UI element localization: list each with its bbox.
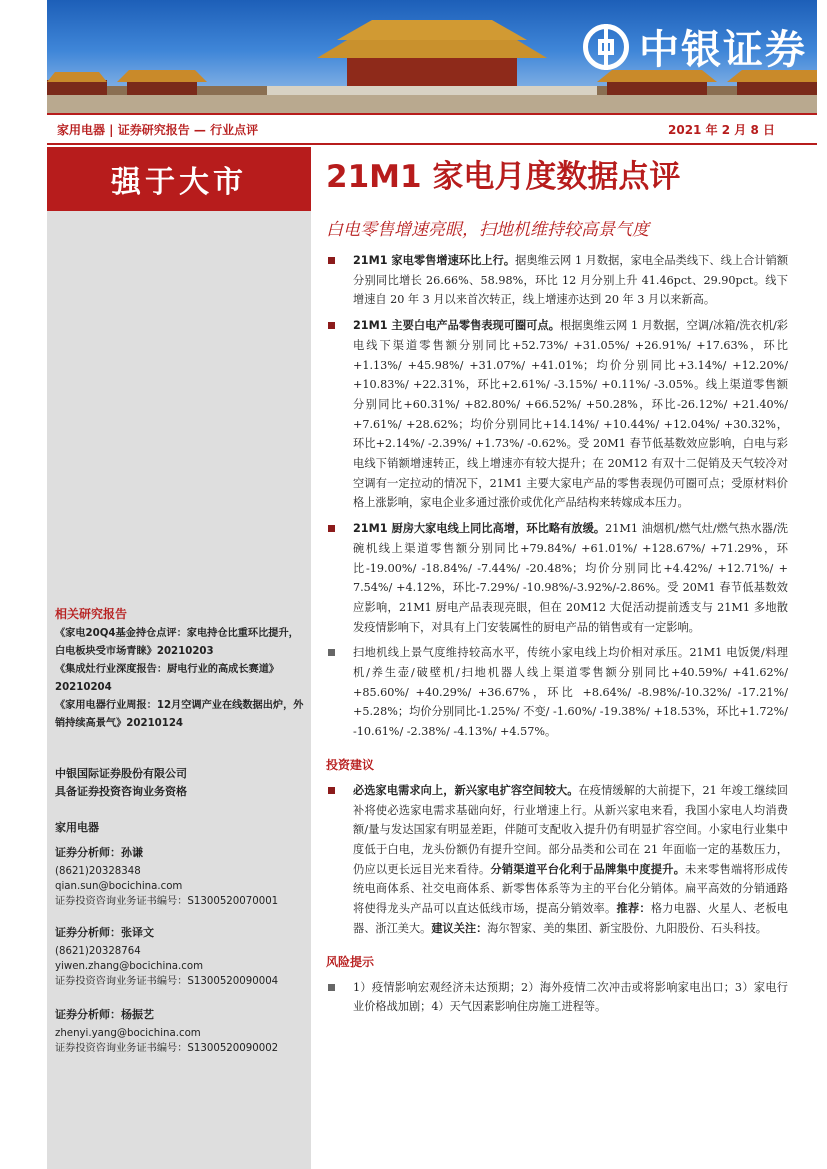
related-reports-title: 相关研究报告 [55,607,128,621]
company-info [55,765,187,801]
summary-bullets [326,251,788,1017]
analyst-license: 证券投资咨询业务证书编号：S1300520090004 [55,976,279,987]
investment-bullet [326,781,788,939]
analyst-email[interactable]: zhenyi.yang@bocichina.com [55,1028,201,1039]
bullet-text: 根据奥维云网 1 月数据，空调/冰箱/洗衣机/彩电线下渠道零售额分别同比+52.73%/ +31.05%/ +26.91%/ +17.63%，环比+1.13%/ +45.98%/ +31.07%/ +41.01%；均价分别同比+3.14%/ +12.20%/ +10.83%/ +22.31%，环比+2.61%/ -3.15%/ +0.11%/ -3.05%。线上渠道零售额分别同比+60.31%/ +82.80%/ +66.52%/ +50.28%，环比-26.12%/ +21.40%/ +7.61%/ +28.62%；均价分别同比+14.14%/ +10.44%/ +12.04%/ +30.32%，环比+2.14%/ -2.39%/ +1.73%/ -0.62%。受 20M1 春节低基数效应影响，白电与彩电线下销额增速转正，线上增速亦有较大提升；在 20M12 有双十二促销及天气较冷对空调有一定拉动的情况下，21M1 主要大家电产品的零售表现仍可圈可点；受原材料价格上涨影响，家电企业多通过涨价或优化产品结构来转嫁成本压力。 [353,319,788,510]
related-report-item[interactable]: 《集成灶行业深度报告：厨电行业的高成长赛道》20210204 [55,664,280,693]
bullet-text: 1）疫情影响宏观经济未达预期；2）海外疫情二次冲击或将影响家电出口；3）家电行业价格战加剧；4）天气因素影响住房施工进程等。 [353,980,788,1014]
report-info-bar [47,113,817,145]
brand-logo [583,18,807,75]
analyst-phone: (8621)20328764 [55,946,141,957]
analyst-email[interactable]: yiwen.zhang@bocichina.com [55,961,204,972]
risk-title: 风险提示 [326,954,375,969]
bullet-text: 21M1 油烟机/燃气灶/燃气热水器/洗碗机线上渠道零售额分别同比+79.84%/ +61.01%/ +128.67%/ +71.29%，环比-19.00%/ -18.84%/ -7.44%/ -20.48%；均价分别同比+4.42%/ +12.71%/ + 7.54%/ +4.12%，环比-7.29%/ -10.98%/-3.92%/-2.86%。受 20M1 春节低基数效应影响，21M1 厨电产品表现亮眼，但在 20M12 大促活动提前透支与 21M1 多地散发疫情影响下，对具有上门安装属性的厨电产品的销售或有一定影响。 [353,522,788,634]
summary-bullet [326,643,788,742]
analyst-name: 证券分析师：杨振艺 [55,1008,154,1021]
bullet-text: 在疫情缓解的大前提下，21 年竣工继续回补将使必选家电需求基础向好，行业增速上行。从新兴家电来看，我国小家电人均消费额/量与发达国家有明显差距，伴随可支配收入提升仍有明显扩容空间。小家电行业集中度低于白电，龙头份额仍有提升空间。部分品类和公司在 21 年面临一定的基数压力，仍应以更长远目光来看待。 [353,783,788,876]
analyst-name: 证券分析师：孙谦 [55,846,143,859]
boc-logo-icon [583,24,629,70]
analyst-block [55,845,310,909]
main-content [326,147,789,1014]
related-report-item[interactable]: 《家用电器行业周报：12月空调产业在线数据出炉，外销持续高景气》20210124 [55,700,304,729]
investment-advice-title: 投资建议 [326,757,375,772]
summary-bullet [326,519,788,637]
bullet-text: 据奥维云网 1 月数据，家电全品类线下、线上合计销额分别同比增长 26.66%、58.98%，环比 12 月分别上升 41.46pct、29.90pct。线下增速自 20 年 3 月以来首次转正，线上增速亦达到 20 年 3 月以来新高。 [353,254,789,307]
brand-name: 中银证券 [639,27,807,73]
report-date: 2021 年 2 月 8 日 [668,123,775,137]
bullet-lead: 21M1 主要白电产品零售表现可圈可点。 [353,319,560,333]
report-subtitle: 白电零售增速亮眼，扫地机维持较高景气度 [326,220,649,240]
company-qualification: 具备证券投资咨询业务资格 [55,785,187,798]
summary-bullet [326,316,788,513]
risk-bullet [326,978,788,1017]
header-banner [47,0,817,113]
analyst-name: 证券分析师：张译文 [55,926,154,939]
analyst-phone: (8621)20328348 [55,866,141,877]
analyst-block [55,1007,310,1056]
bullet-lead: 推荐： [616,902,651,916]
rating-badge: 强于大市 [47,147,311,211]
analyst-block [55,925,310,989]
bullet-text: 海尔智家、美的集团、新宝股份、九阳股份、石头科技。 [487,921,767,935]
analyst-license: 证券投资咨询业务证书编号：S1300520070001 [55,896,279,907]
sidebar [47,147,311,1169]
bullet-text: 格力电器、火星人、老板电器、浙江美大。 [353,902,788,935]
bullet-lead: 必选家电需求向上，新兴家电扩容空间较大。 [353,783,579,797]
bullet-lead: 建议关注： [431,921,488,935]
bullet-text: 扫地机线上景气度维持较高水平，传统小家电线上均价相对承压。21M1 电饭煲/料理机/养生壶/破壁机/扫地机器人线上渠道零售额分别同比+40.59%/ +41.62%/ +85.60%/ +40.29%/ +36.67%，环比 +8.64%/ -8.98%/-10.32%/ -17.21%/ +5.28%；均价分别同比-1.25%/ 不变/ -1.60%/ -19.38%/ +18.53%，环比+1.72%/ -10.61%/ -2.38%/ -4.13%/ +4.57%。 [353,646,788,739]
company-name: 中银国际证券股份有限公司 [55,767,187,780]
bullet-lead: 分销渠道平台化利于品牌集中度提升。 [490,862,686,876]
sector-label: 家用电器 [55,821,99,834]
analyst-license: 证券投资咨询业务证书编号：S1300520090002 [55,1043,279,1054]
bullet-lead: 21M1 家电零售增速环比上行。 [353,254,516,267]
related-report-item[interactable]: 《家电20Q4基金持仓点评：家电持仓比重环比提升，白电板块受市场青睐》20210203 [55,628,299,657]
report-category: 家用电器 | 证券研究报告 — 行业点评 [57,123,259,137]
related-reports-list [55,625,305,733]
bullet-text: 未来零售端将形成传统电商体系、社交电商体系、新零售体系等为主的平台化分销体。扁平高效的分销通路将使得龙头产品可以直达低线市场，提高分销效率。 [353,862,788,916]
summary-bullet [326,251,788,310]
bullet-lead: 21M1 厨房大家电线上同比高增，环比略有放缓。 [353,522,606,536]
analyst-email[interactable]: qian.sun@bocichina.com [55,881,183,892]
report-title: 21M1 家电月度数据点评 [326,159,681,195]
